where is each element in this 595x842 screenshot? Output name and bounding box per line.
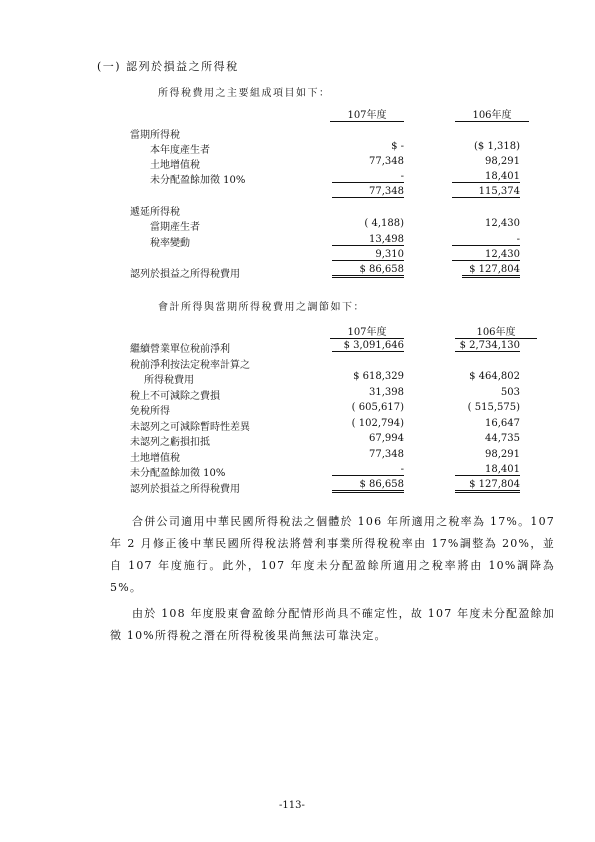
table2-row-value-107: ( 102,794) [351,418,404,429]
table1-row-value-107: $ - [391,141,404,152]
table2-row-label: 未認列之可減除暫時性差異 [130,422,250,433]
table2-total-label: 認列於損益之所得稅費用 [130,484,240,495]
table2-row-value-106: $ 2,734,130 [455,340,520,352]
table2-intro: 會計所得與當期所得稅費用之調節如下： [158,302,365,313]
table1-subtotal-107: 9,310 [332,249,404,261]
table2-row-label: 稅前淨利按法定稅率計算之 [130,360,250,371]
table2-row-value-106: ( 515,575) [467,402,520,413]
table2-total-106: $ 127,804 [455,479,520,493]
table2-row-value-107: - [332,464,404,476]
table2-row-value-106: 98,291 [485,449,520,460]
table2-row-value-107: $ 3,091,646 [332,340,404,352]
table1-row-value-107: 13,498 [332,234,404,246]
table1-row-label: 土地增值稅 [150,160,200,171]
table1-row-value-107: ( 4,188) [364,218,404,229]
table1-intro: 所得稅費用之主要組成項目如下： [158,88,331,99]
table1-row-value-107: 77,348 [369,156,404,167]
table2-row-value-106: 503 [500,387,520,398]
table2-col1-header: 107年度 [330,323,404,339]
table2-row-value-106: 18,401 [455,464,520,476]
table2-row-value-106: $ 464,802 [469,371,520,382]
table2-row-label: 所得稅費用 [144,375,194,386]
table1-subtotal-106: 115,374 [452,186,520,198]
paragraph-undistributed-earnings: 由於 108 年度股東會盈餘分配情形尚具不確定性，故 107 年度未分配盈餘加徵 10%所得稅之潛在所得稅後果尚無法可靠決定。 [110,607,555,642]
table2-total-107: $ 86,658 [332,479,404,493]
paragraph-tax-rate: 合併公司適用中華民國所得稅法之個體於 106 年所適用之稅率為 17%。107 年 2 月修正後中華民國所得稅法將營利事業所得稅稅率由 17%調整為 20%，並自 107 年度施行。此外，107 年度未分配盈餘所適用之稅率將由 10%調降為 5%。 [110,515,555,594]
table2-row-value-107: $ 618,329 [353,371,404,382]
table2-row-label: 免稅所得 [130,406,170,417]
table1-subtotal-107: 77,348 [332,186,404,198]
table1-row-value-106: 12,430 [485,218,520,229]
table1-row-value-106: ($ 1,318) [474,141,520,152]
table2-row-value-107: 77,348 [369,449,404,460]
table1-row-value-106: 98,291 [485,156,520,167]
table1-total-label: 認列於損益之所得稅費用 [130,269,240,280]
table2-row-value-107: 67,994 [369,433,404,444]
table2-row-value-107: 31,398 [369,387,404,398]
table2-row-label: 未分配盈餘加徵 10% [130,468,226,479]
page-number: -113- [279,800,305,811]
table2-row-value-106: 44,735 [485,433,520,444]
table1-row-label: 當期產生者 [150,222,200,233]
table1-col1-header: 107年度 [330,106,404,122]
table1-row-value-107: - [332,171,404,183]
table1-row-value-106: - [452,234,520,246]
table1-row-label: 遞延所得稅 [130,207,180,218]
table2-row-label: 稅上不可減除之費損 [130,391,220,402]
table2-row-label: 未認列之虧損扣抵 [130,437,210,448]
table2-row-label: 繼續營業單位稅前淨利 [130,344,230,355]
table2-row-value-107: ( 605,617) [351,402,404,413]
table1-total-107: $ 86,658 [332,264,404,278]
table2-row-label: 土地增值稅 [130,453,180,464]
table1-row-value-106: 18,401 [452,171,520,183]
table1-row-label: 本年度產生者 [150,145,210,156]
table2-row-value-106: 16,647 [485,418,520,429]
table1-row-label: 未分配盈餘加徵 10% [150,175,246,186]
table1-subtotal-106: 12,430 [452,249,520,261]
table1-total-106: $ 127,804 [462,264,520,278]
table2-col2-header: 106年度 [455,323,537,339]
section-title: (一) 認列於損益之所得稅 [97,60,239,73]
table1-col2-header: 106年度 [455,106,529,122]
table1-row-label: 稅率變動 [150,238,190,249]
table1-row-label: 當期所得稅 [130,130,180,141]
